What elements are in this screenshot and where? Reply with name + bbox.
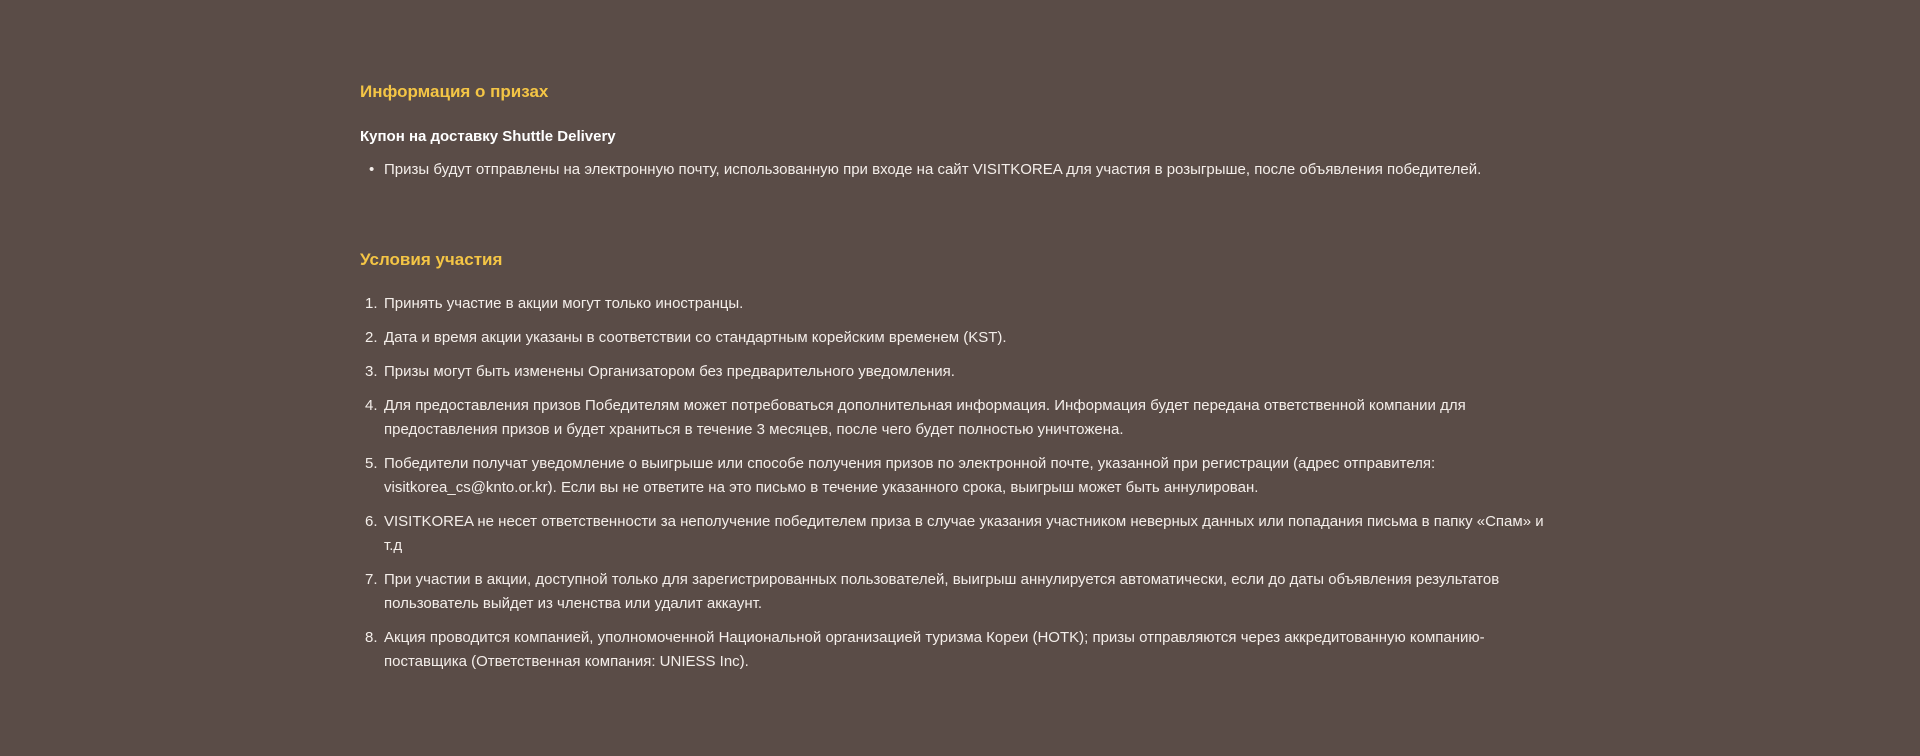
condition-number: 2. bbox=[365, 329, 378, 346]
condition-number: 4. bbox=[365, 397, 378, 414]
condition-item bbox=[360, 510, 1560, 558]
condition-text: Победители получат уведомление о выигрыше или способе получения призов по электронной почте, указанной при регистрации (адрес отправителя: visitkorea_cs@knto.or.kr). Если вы не ответите на это письмо в течение указанного срока, выигрыш может быть аннулирован. bbox=[384, 455, 1436, 496]
condition-text: Акция проводится компанией, уполномоченной Национальной организацией туризма Кореи (HOTK); призы отправляются через аккредитованную компанию-поставщика (Ответственная компания: UNIESS Inc). bbox=[384, 629, 1485, 670]
condition-item bbox=[360, 360, 1560, 384]
condition-item bbox=[360, 568, 1560, 616]
condition-number: 6. bbox=[365, 513, 378, 530]
condition-text: Для предоставления призов Победителям может потребоваться дополнительная информация. Информация будет передана ответственной компании для предоставления призов и будет храниться в течение 3 месяцев, после чего будет полностью уничтожена. bbox=[384, 397, 1466, 438]
prize-info-list bbox=[360, 158, 1560, 182]
prize-info-title: Информация о призах bbox=[360, 82, 549, 101]
condition-text: Дата и время акции указаны в соответствии со стандартным корейским временем (KST). bbox=[384, 329, 1007, 346]
prize-info-item bbox=[360, 158, 1560, 182]
condition-item bbox=[360, 292, 1560, 316]
conditions-list bbox=[360, 292, 1560, 674]
condition-item bbox=[360, 452, 1560, 500]
condition-text: При участии в акции, доступной только для зарегистрированных пользователей, выигрыш аннулируется автоматически, если до даты объявления результатов пользователь выйдет из членства или удалит аккаунт. bbox=[384, 571, 1500, 612]
condition-item bbox=[360, 394, 1560, 442]
condition-text: Призы могут быть изменены Организатором без предварительного уведомления. bbox=[384, 363, 955, 380]
condition-text: VISITKOREA не несет ответственности за неполучение победителем приза в случае указания участником неверных данных или попадания письма в папку «Спам» и т.д bbox=[384, 513, 1544, 554]
shuttle-coupon-title: Купон на доставку Shuttle Delivery bbox=[360, 128, 616, 145]
condition-item bbox=[360, 326, 1560, 350]
condition-number: 3. bbox=[365, 363, 378, 380]
condition-number: 5. bbox=[365, 455, 378, 472]
condition-text: Принять участие в акции могут только иностранцы. bbox=[384, 295, 744, 312]
condition-number: 1. bbox=[365, 295, 378, 312]
prize-info-item-text: Призы будут отправлены на электронную почту, использованную при входе на сайт VISITKOREA для участия в розыгрыше, после объявления победителей. bbox=[384, 161, 1482, 178]
conditions-section bbox=[360, 248, 1560, 674]
condition-number: 8. bbox=[365, 629, 378, 646]
conditions-title: Условия участия bbox=[360, 250, 503, 269]
condition-number: 7. bbox=[365, 571, 378, 588]
prize-info-section bbox=[360, 80, 1560, 182]
condition-item bbox=[360, 626, 1560, 674]
bullet-dot-icon: • bbox=[369, 161, 375, 178]
